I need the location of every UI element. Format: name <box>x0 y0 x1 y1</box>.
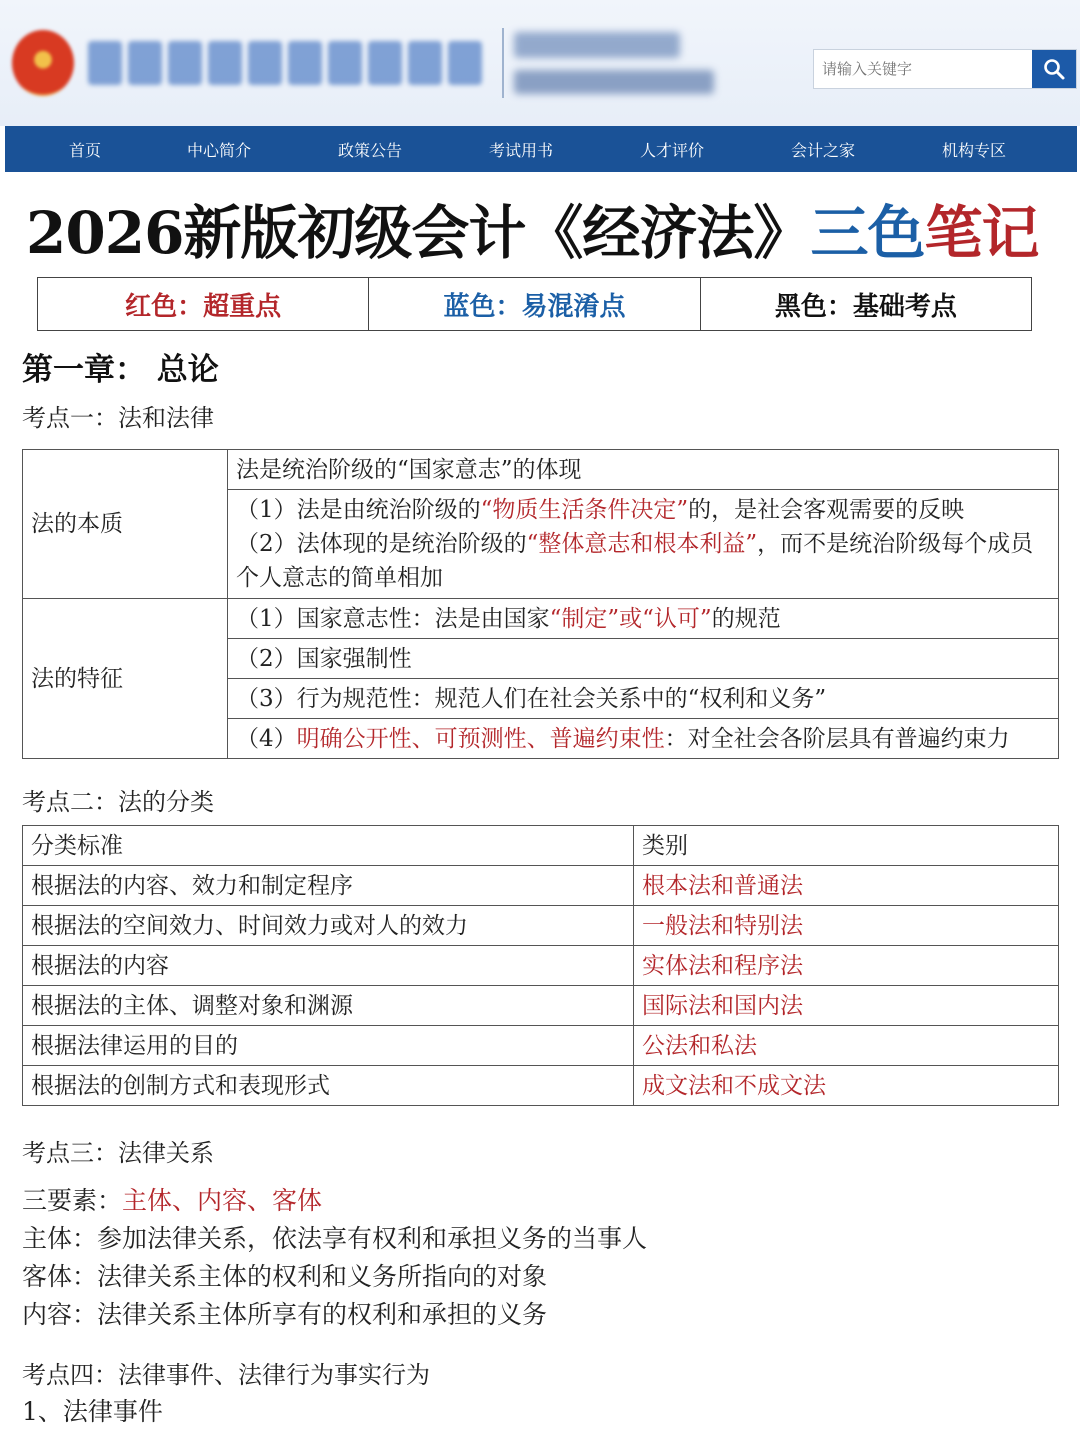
subject-definition: 主体：参加法律关系，依法享有权利和承担义务的当事人 <box>22 1224 648 1253</box>
point4-item-1: 1、法律事件 <box>22 1397 163 1426</box>
highlight-red: “物质生活条件决定” <box>480 497 689 523</box>
essence-label: 法的本质 <box>23 450 228 599</box>
cell-category: 一般法和特别法 <box>634 906 1059 946</box>
cell-category: 成文法和不成文法 <box>634 1066 1059 1106</box>
cell-category: 国际法和国内法 <box>634 986 1059 1026</box>
law-classification-table <box>22 825 1059 1106</box>
essence-point-2 <box>236 527 1050 595</box>
essence-point-1 <box>236 493 1050 527</box>
feature-row-2: （2）国家强制性 <box>228 639 1059 679</box>
table-row <box>23 986 1059 1026</box>
three-elements <box>22 1181 322 1217</box>
text: 三要素： <box>22 1186 123 1215</box>
law-essence-table <box>22 449 1059 759</box>
national-emblem-logo <box>12 30 74 96</box>
text: 的，是社会客观需要的反映 <box>688 497 965 523</box>
text: （1）法是由统治阶级的 <box>236 497 481 523</box>
table-row <box>23 906 1059 946</box>
legend-red: 红色：超重点 <box>125 291 282 322</box>
table-row <box>23 866 1059 906</box>
nav-about[interactable]: 中心简介 <box>186 140 251 160</box>
table-header-row <box>23 826 1059 866</box>
essence-row-1: 法是统治阶级的“国家意志”的体现 <box>228 450 1059 490</box>
color-legend <box>37 277 1032 331</box>
text: （4） <box>236 725 297 752</box>
chapter-heading: 第一章： 总论 <box>22 352 219 388</box>
search-box <box>813 49 1077 89</box>
text: ，而不是统治阶级每个成员个人意志的简单相加 <box>236 531 1034 591</box>
search-input[interactable] <box>814 50 1032 88</box>
cell-category: 公法和私法 <box>634 1026 1059 1066</box>
cell-standard: 根据法的内容 <box>23 946 634 986</box>
nav-accounting-home[interactable]: 会计之家 <box>790 140 855 160</box>
page-title <box>26 186 1038 270</box>
table-row <box>23 599 1059 639</box>
column-header-category: 类别 <box>634 826 1059 866</box>
feature-label: 法的特征 <box>23 599 228 759</box>
point3-heading: 考点三：法律关系 <box>22 1139 214 1167</box>
text: （1）国家意志性：法是由国家 <box>236 605 550 632</box>
highlight-red: 主体、内容、客体 <box>122 1186 323 1215</box>
blurred-site-title <box>88 34 494 92</box>
blurred-site-subtitle <box>514 32 680 58</box>
point2-heading: 考点二：法的分类 <box>22 788 214 816</box>
table-row <box>23 946 1059 986</box>
search-button[interactable] <box>1032 50 1076 88</box>
main-nav <box>5 126 1077 172</box>
point4-heading: 考点四：法律事件、法律行为事实行为 <box>22 1361 430 1389</box>
highlight-red: “整体意志和根本利益” <box>526 531 758 557</box>
title-red-part: 笔记 <box>924 199 1039 267</box>
nav-institutions[interactable]: 机构专区 <box>941 140 1006 160</box>
search-icon <box>1042 57 1066 81</box>
content-definition: 内容：法律关系主体所享有的权利和承担的义务 <box>22 1300 548 1329</box>
title-main: 2026新版初级会计《经济法》 <box>26 199 811 267</box>
nav-talent[interactable]: 人才评价 <box>639 140 704 160</box>
banner-divider <box>502 28 504 98</box>
feature-row-3: （3）行为规范性：规范人们在社会关系中的“权利和义务” <box>228 679 1059 719</box>
legend-blue: 蓝色：易混淆点 <box>368 278 699 330</box>
highlight-red: “制定” <box>549 605 620 632</box>
blurred-site-subtitle-line2 <box>514 70 714 94</box>
text: （2）法体现的是统治阶级的 <box>236 531 527 557</box>
nav-home[interactable]: 首页 <box>68 140 101 160</box>
feature-row-4 <box>228 719 1059 759</box>
highlight-red: “认可” <box>642 605 712 632</box>
highlight-red: 或 <box>619 605 643 632</box>
object-definition: 客体：法律关系主体的权利和义务所指向的对象 <box>22 1262 548 1291</box>
column-header-standard: 分类标准 <box>23 826 634 866</box>
table-row <box>23 450 1059 490</box>
table-row <box>23 1066 1059 1106</box>
point1-heading: 考点一：法和法律 <box>22 404 214 432</box>
cell-category: 实体法和程序法 <box>634 946 1059 986</box>
text: 的规范 <box>711 605 781 632</box>
highlight-red: 明确公开性、可预测性、普遍约束性 <box>296 725 665 752</box>
text: ：对全社会各阶层具有普遍约束力 <box>664 725 1010 752</box>
cell-category: 根本法和普通法 <box>634 866 1059 906</box>
nav-books[interactable]: 考试用书 <box>488 140 553 160</box>
essence-row-2 <box>228 490 1059 599</box>
legend-black: 黑色：基础考点 <box>700 278 1031 330</box>
cell-standard: 根据法律运用的目的 <box>23 1026 634 1066</box>
feature-row-1 <box>228 599 1059 639</box>
table-row <box>23 1026 1059 1066</box>
cell-standard: 根据法的创制方式和表现形式 <box>23 1066 634 1106</box>
cell-standard: 根据法的空间效力、时间效力或对人的效力 <box>23 906 634 946</box>
site-banner <box>0 0 1080 126</box>
nav-policy[interactable]: 政策公告 <box>337 140 402 160</box>
title-blue-part: 三色 <box>810 199 925 267</box>
cell-standard: 根据法的内容、效力和制定程序 <box>23 866 634 906</box>
cell-standard: 根据法的主体、调整对象和渊源 <box>23 986 634 1026</box>
